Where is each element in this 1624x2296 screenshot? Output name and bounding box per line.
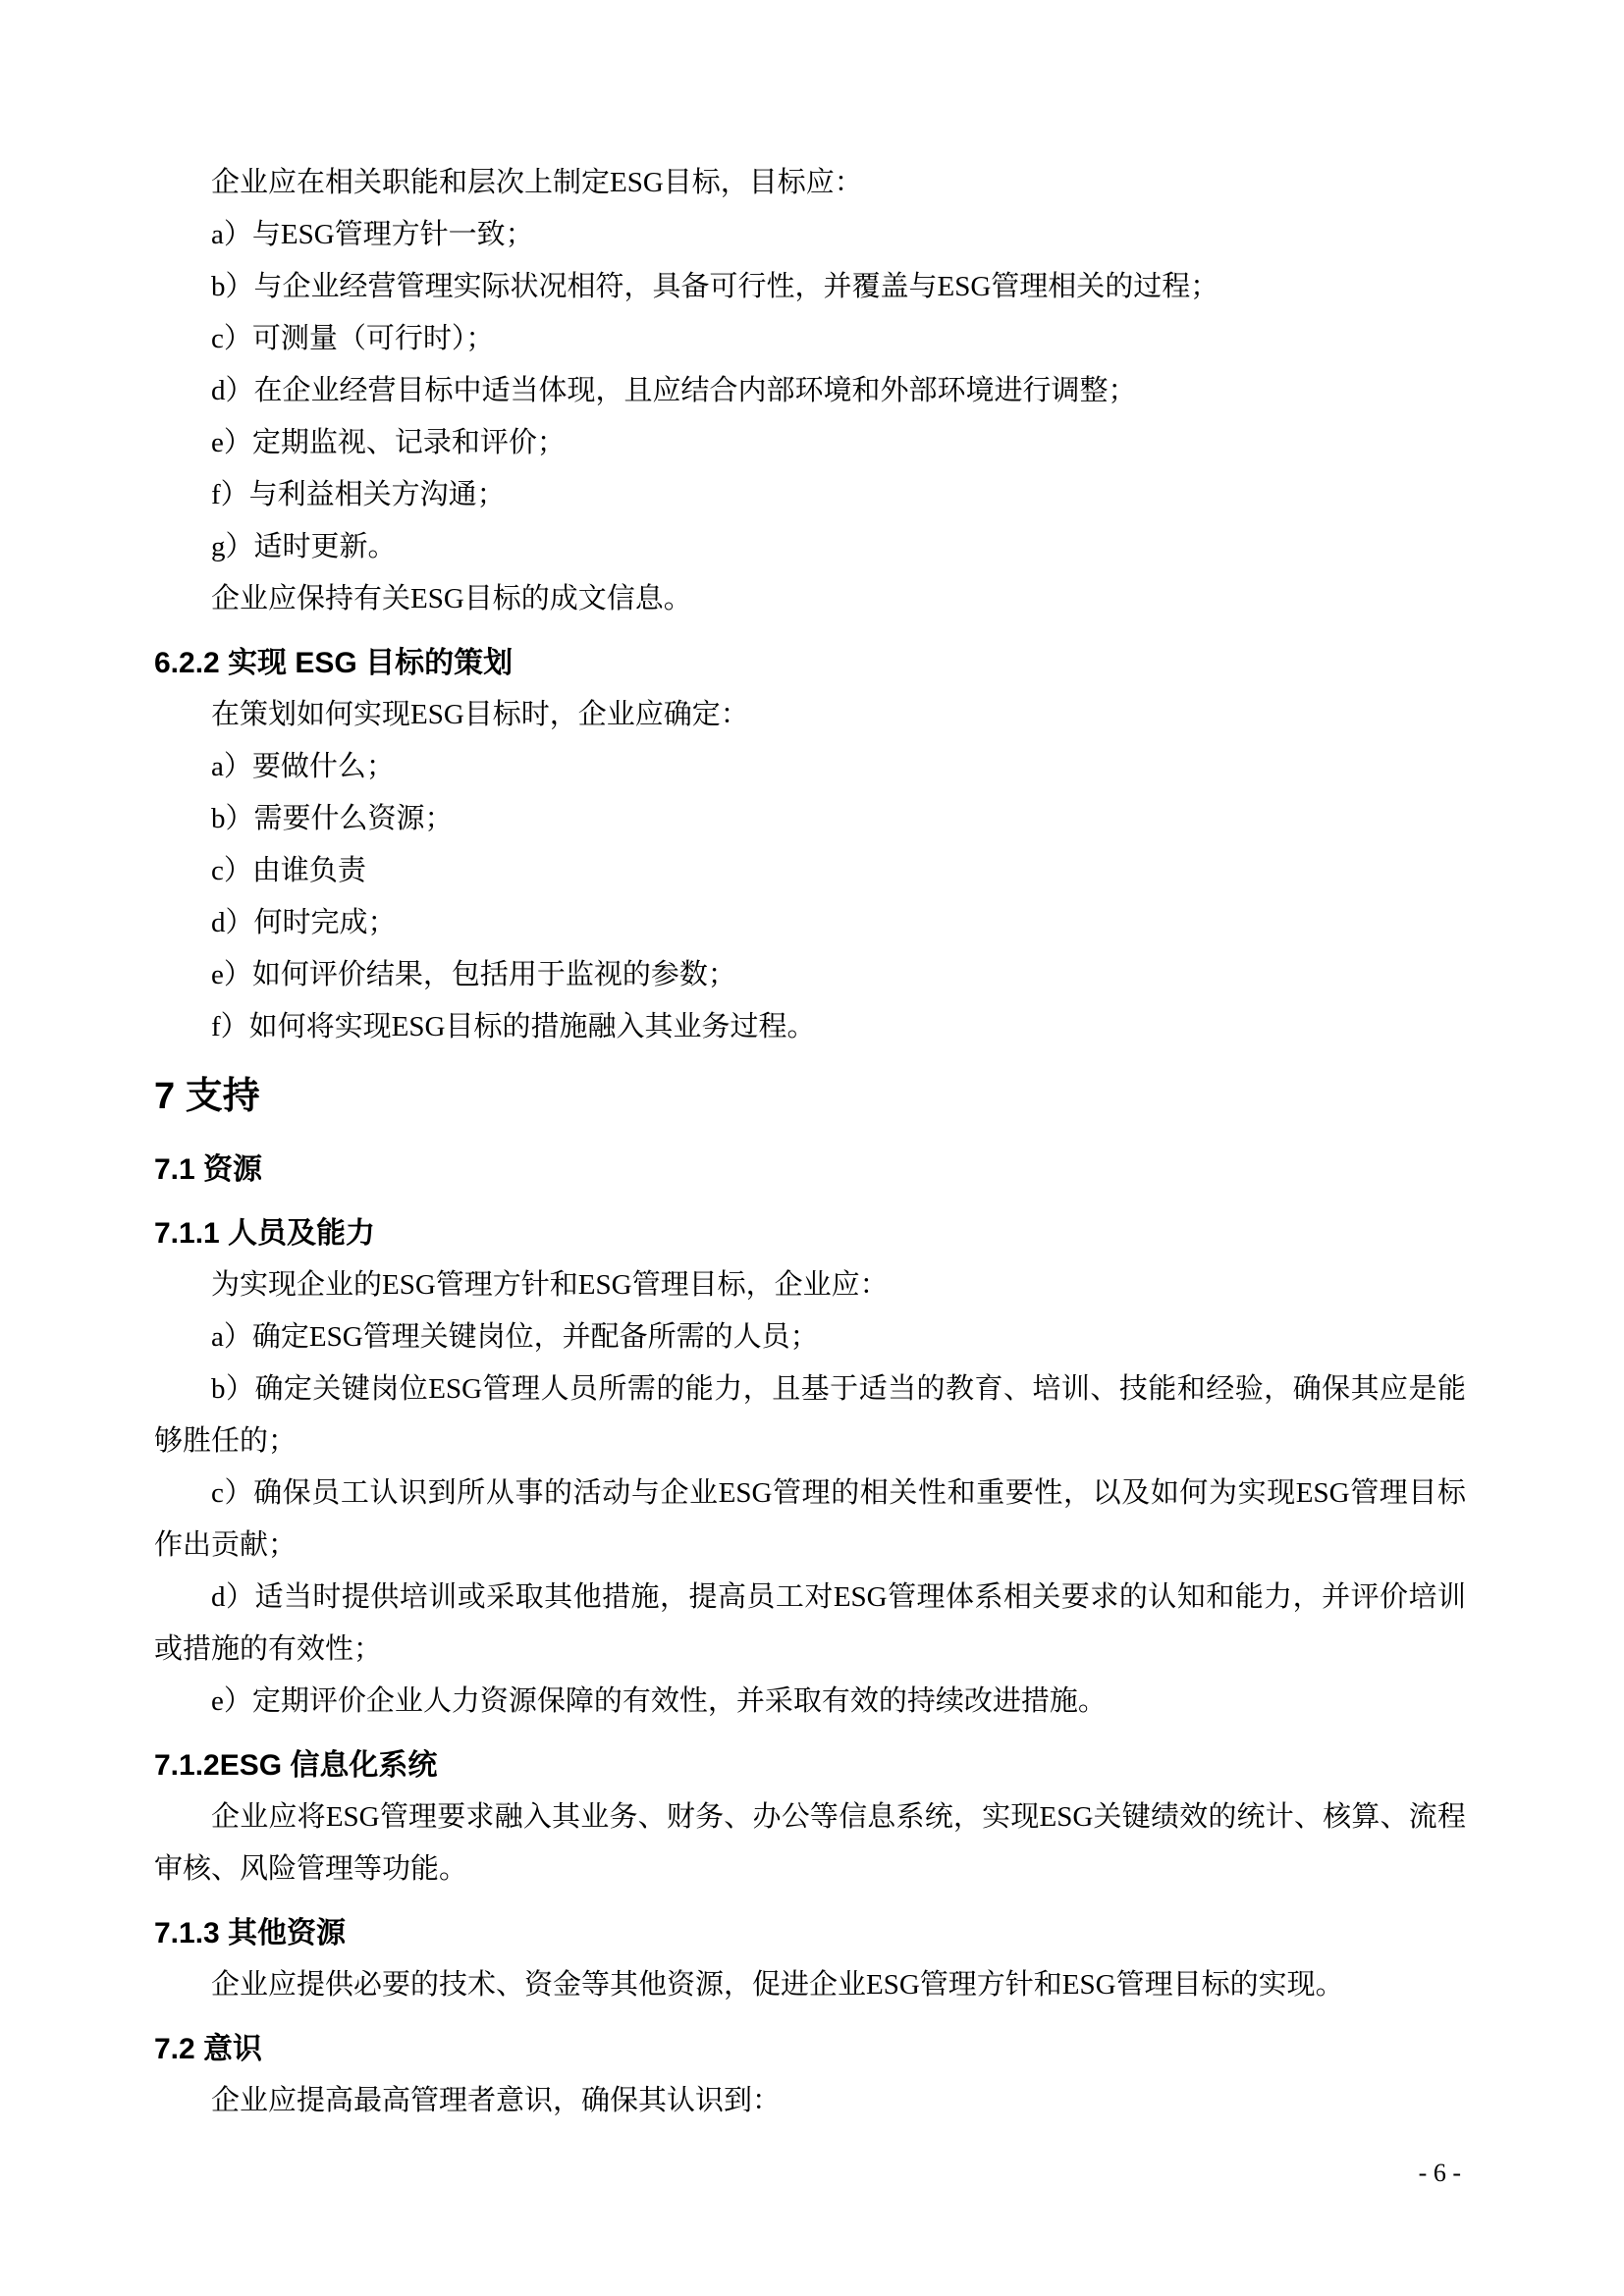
list-item-7-1-1-e: e）定期评价企业人力资源保障的有效性，并采取有效的持续改进措施。 [211, 1685, 1107, 1717]
page-content [154, 157, 1466, 2127]
heading-7: 7 支持 [154, 1076, 260, 1117]
list-item-7-1-1-d: d）适当时提供培训或采取其他措施，提高员工对ESG管理体系相关要求的认知和能力，并评价培训或措施的有效性； [154, 1581, 1466, 1665]
heading-6-2-2: 6.2.2 实现 ESG 目标的策划 [154, 647, 514, 679]
list-item-6-2-1-d: d）在企业经营目标中适当体现，且应结合内部环境和外部环境进行调整； [211, 375, 1137, 406]
list-item-6-2-1-c: c）可测量（可行时）； [211, 323, 495, 354]
list-item-6-2-1-b: b）与企业经营管理实际状况相符，具备可行性，并覆盖与ESG管理相关的过程； [211, 271, 1219, 302]
list-item-6-2-2-e: e）如何评价结果，包括用于监视的参数； [211, 959, 736, 990]
list-item-7-1-1-a: a）确定ESG管理关键岗位，并配备所需的人员； [211, 1321, 819, 1353]
heading-7-1-2: 7.1.2ESG 信息化系统 [154, 1749, 438, 1782]
list-item-7-1-1-c: c）确保员工认识到所从事的活动与企业ESG管理的相关性和重要性，以及如何为实现ESG管理目标作出贡献； [154, 1477, 1466, 1561]
paragraph-planning-intro: 在策划如何实现ESG目标时，企业应确定： [211, 699, 749, 730]
heading-7-1: 7.1 资源 [154, 1153, 263, 1186]
paragraph-personnel-intro: 为实现企业的ESG管理方针和ESG管理目标，企业应： [211, 1269, 889, 1301]
paragraph-other-resources: 企业应提供必要的技术、资金等其他资源，促进企业ESG管理方针和ESG管理目标的实现。 [211, 1969, 1344, 2001]
list-item-6-2-2-d: d）何时完成； [211, 907, 397, 938]
paragraph-esg-objectives-intro: 企业应在相关职能和层次上制定ESG目标，目标应： [211, 167, 863, 198]
heading-7-1-1: 7.1.1 人员及能力 [154, 1217, 376, 1250]
paragraph-documented-info: 企业应保持有关ESG目标的成文信息。 [211, 583, 692, 614]
paragraph-awareness-intro: 企业应提高最高管理者意识，确保其认识到： [211, 2085, 782, 2116]
list-item-6-2-2-a: a）要做什么； [211, 751, 395, 782]
list-item-7-1-1-b: b）确定关键岗位ESG管理人员所需的能力，且基于适当的教育、培训、技能和经验，确保其应是能够胜任的； [154, 1373, 1466, 1457]
list-item-6-2-1-f: f）与利益相关方沟通； [211, 479, 506, 510]
list-item-6-2-1-g: g）适时更新。 [211, 531, 397, 562]
heading-7-2: 7.2 意识 [154, 2033, 263, 2065]
list-item-6-2-2-f: f）如何将实现ESG目标的措施融入其业务过程。 [211, 1011, 816, 1042]
list-item-6-2-2-b: b）需要什么资源； [211, 803, 454, 834]
list-item-6-2-2-c: c）由谁负责 [211, 855, 366, 886]
list-item-6-2-1-a: a）与ESG管理方针一致； [211, 219, 534, 250]
list-item-6-2-1-e: e）定期监视、记录和评价； [211, 427, 566, 458]
paragraph-esg-it-system: 企业应将ESG管理要求融入其业务、财务、办公等信息系统，实现ESG关键绩效的统计、核算、流程审核、风险管理等功能。 [154, 1801, 1466, 1885]
page-number: - 6 - [1418, 2159, 1461, 2187]
heading-7-1-3: 7.1.3 其他资源 [154, 1917, 347, 1949]
